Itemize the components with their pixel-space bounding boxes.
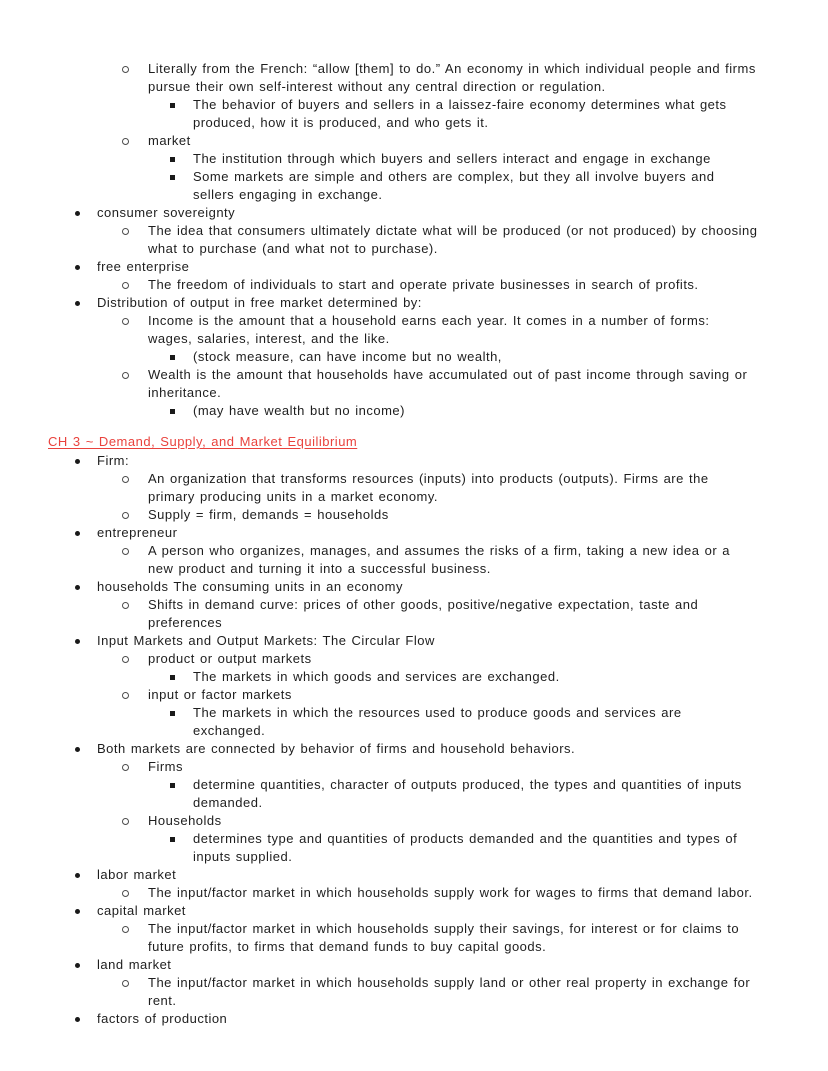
- item-text: Income is the amount that a household earns each year. It comes in a number of forms: wages, salaries, interest, and the like.: [148, 313, 710, 346]
- list-item: [0, 686, 828, 704]
- item-text: factors of production: [97, 1011, 228, 1026]
- bullet-square-icon: [170, 668, 193, 686]
- list-item: [0, 776, 828, 812]
- bullet-disc-icon: [75, 866, 97, 884]
- list-item: [0, 866, 828, 884]
- item-text: The behavior of buyers and sellers in a laissez-faire economy determines what gets produced, how it is produced, and who gets it.: [193, 97, 727, 130]
- bullet-disc-icon: [75, 452, 97, 470]
- notes-document: [0, 60, 828, 1028]
- list-item: [0, 920, 828, 956]
- bullet-disc-icon: [75, 294, 97, 312]
- bullet-circle-icon: [122, 60, 148, 78]
- bullet-circle-icon: [122, 470, 148, 488]
- item-text: A person who organizes, manages, and assumes the risks of a firm, taking a new idea or a new product and turning it into a successful business.: [148, 543, 730, 576]
- list-item: [0, 258, 828, 276]
- item-text: land market: [97, 957, 172, 972]
- list-item: [0, 830, 828, 866]
- list-item: [0, 168, 828, 204]
- item-text: Distribution of output in free market determined by:: [97, 295, 422, 310]
- list-item: [0, 222, 828, 258]
- item-text: capital market: [97, 903, 186, 918]
- list-item: [0, 650, 828, 668]
- bullet-circle-icon: [122, 312, 148, 330]
- list-item: [0, 596, 828, 632]
- list-item: [0, 956, 828, 974]
- list-item: [0, 974, 828, 1010]
- bullet-square-icon: [170, 830, 193, 848]
- bullet-circle-icon: [122, 596, 148, 614]
- item-text: market: [148, 133, 191, 148]
- item-text: The institution through which buyers and sellers interact and engage in exchange: [193, 151, 711, 166]
- bullet-circle-icon: [122, 920, 148, 938]
- item-text: Shifts in demand curve: prices of other goods, positive/negative expectation, taste and preferences: [148, 597, 699, 630]
- list-item: [0, 132, 828, 150]
- list-item: [0, 902, 828, 920]
- bullet-circle-icon: [122, 758, 148, 776]
- list-item: [0, 60, 828, 96]
- bullet-disc-icon: [75, 740, 97, 758]
- item-text: (stock measure, can have income but no wealth,: [193, 349, 502, 364]
- item-text: Both markets are connected by behavior of firms and household behaviors.: [97, 741, 576, 756]
- list-item: [0, 578, 828, 596]
- item-text: The input/factor market in which households supply work for wages to firms that demand labor.: [148, 885, 753, 900]
- list-item: [0, 204, 828, 222]
- item-text: Households: [148, 813, 222, 828]
- item-text: The freedom of individuals to start and operate private businesses in search of profits.: [148, 277, 699, 292]
- item-text: An organization that transforms resources (inputs) into products (outputs). Firms are the primary producing units in a market economy.: [148, 471, 709, 504]
- item-text: Input Markets and Output Markets: The Circular Flow: [97, 633, 435, 648]
- bullet-square-icon: [170, 348, 193, 366]
- bullet-circle-icon: [122, 542, 148, 560]
- item-text: The markets in which goods and services are exchanged.: [193, 669, 560, 684]
- list-item: [0, 812, 828, 830]
- bullet-square-icon: [170, 776, 193, 794]
- item-text: Supply = firm, demands = households: [148, 507, 389, 522]
- list-item: [0, 348, 828, 366]
- item-text: entrepreneur: [97, 525, 178, 540]
- list-item: [0, 452, 828, 470]
- bullet-disc-icon: [75, 632, 97, 650]
- section-heading: CH 3 ~ Demand, Supply, and Market Equilibrium: [48, 434, 358, 449]
- bullet-circle-icon: [122, 974, 148, 992]
- bullet-disc-icon: [75, 204, 97, 222]
- bullet-square-icon: [170, 168, 193, 186]
- item-text: Firm:: [97, 453, 130, 468]
- list-item: [0, 96, 828, 132]
- list-item: [0, 524, 828, 542]
- item-text: labor market: [97, 867, 177, 882]
- item-text: Some markets are simple and others are complex, but they all involve buyers and sellers engaging in exchange.: [193, 169, 715, 202]
- bullet-disc-icon: [75, 1010, 97, 1028]
- bullet-circle-icon: [122, 650, 148, 668]
- bullet-circle-icon: [122, 222, 148, 240]
- list-item: [0, 150, 828, 168]
- list-item: [0, 402, 828, 420]
- bullet-square-icon: [170, 402, 193, 420]
- item-text: determines type and quantities of products demanded and the quantities and types of inputs supplied.: [193, 831, 738, 864]
- bullet-circle-icon: [122, 276, 148, 294]
- bullet-disc-icon: [75, 258, 97, 276]
- bullet-square-icon: [170, 704, 193, 722]
- item-text: consumer sovereignty: [97, 205, 236, 220]
- list-item: [0, 758, 828, 776]
- item-text: Literally from the French: “allow [them] to do.” An economy in which individual people and firms pursue their own self-interest without any central direction or regulation.: [148, 61, 756, 94]
- list-item: [0, 470, 828, 506]
- item-text: input or factor markets: [148, 687, 292, 702]
- list-item: [0, 366, 828, 402]
- bullet-square-icon: [170, 150, 193, 168]
- list-item: [0, 312, 828, 348]
- bullet-circle-icon: [122, 812, 148, 830]
- item-text: Firms: [148, 759, 183, 774]
- item-text: households The consuming units in an economy: [97, 579, 403, 594]
- list-item: [0, 542, 828, 578]
- item-text: product or output markets: [148, 651, 312, 666]
- bullet-disc-icon: [75, 902, 97, 920]
- bullet-circle-icon: [122, 506, 148, 524]
- item-text: Wealth is the amount that households have accumulated out of past income through saving or inheritance.: [148, 367, 748, 400]
- list-item: [0, 632, 828, 650]
- item-text: (may have wealth but no income): [193, 403, 405, 418]
- list-item: [0, 1010, 828, 1028]
- bullet-disc-icon: [75, 524, 97, 542]
- item-text: The markets in which the resources used to produce goods and services are exchanged.: [193, 705, 682, 738]
- list-item: [0, 668, 828, 686]
- bullet-circle-icon: [122, 366, 148, 384]
- bullet-circle-icon: [122, 686, 148, 704]
- item-text: The input/factor market in which households supply their savings, for interest or for claims to future profits, to firms that demand funds to buy capital goods.: [148, 921, 740, 954]
- item-text: The idea that consumers ultimately dictate what will be produced (or not produced) by choosing what to purchase (and what not to purchase).: [148, 223, 758, 256]
- list-item: [0, 506, 828, 524]
- list-item: [0, 884, 828, 902]
- item-text: free enterprise: [97, 259, 190, 274]
- bullet-circle-icon: [122, 132, 148, 150]
- list-item: [0, 704, 828, 740]
- list-item: [0, 294, 828, 312]
- item-text: determine quantities, character of outputs produced, the types and quantities of inputs demanded.: [193, 777, 742, 810]
- list-item: [0, 276, 828, 294]
- bullet-disc-icon: [75, 956, 97, 974]
- bullet-disc-icon: [75, 578, 97, 596]
- bullet-square-icon: [170, 96, 193, 114]
- bullet-circle-icon: [122, 884, 148, 902]
- list-item: [0, 740, 828, 758]
- item-text: The input/factor market in which households supply land or other real property in exchange for rent.: [148, 975, 751, 1008]
